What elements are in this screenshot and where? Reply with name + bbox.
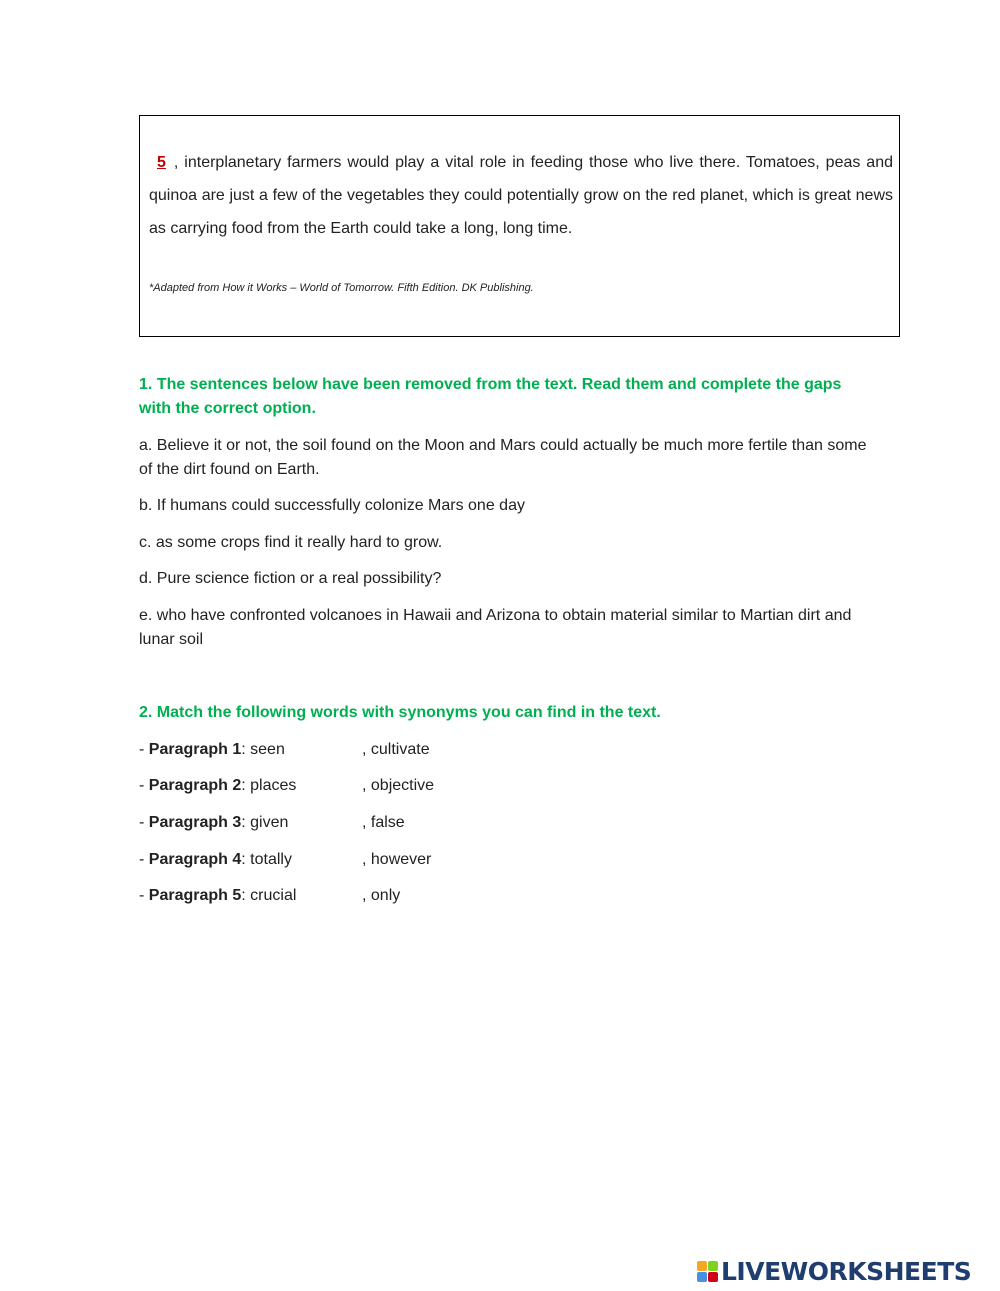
match-row-4-word2: , however [362,851,432,868]
option-a: a. Believe it or not, the soil found on the Moon and Mars could actually be much more fertile than some of the dirt found on Earth. [139,437,867,478]
liveworksheets-logo[interactable] [697,1256,971,1286]
match-row-1-word2: , cultivate [362,741,430,758]
source-citation: *Adapted from How it Works – World of Tomorrow. Fifth Edition. DK Publishing. [149,282,534,294]
paragraph-label: Paragraph 4 [148,851,242,868]
logo-square [697,1261,707,1271]
option-e: e. who have confronted volcanoes in Hawaii and Arizona to obtain material similar to Martian dirt and lunar soil [139,607,852,648]
passage-paragraph [149,146,893,245]
logo-square [697,1272,707,1282]
paragraph-label: Paragraph 3 [148,814,242,831]
logo-text: LIVEWORKSHEETS [721,1256,972,1286]
option-d: d. Pure science fiction or a real possibility? [139,570,442,587]
logo-mark-icon [697,1261,718,1282]
paragraph-label: Paragraph 1 [148,741,242,758]
option-c: c. as some crops find it really hard to grow. [139,534,443,551]
match-row-3: - Paragraph 3: given [139,814,289,831]
logo-square [708,1272,718,1282]
paragraph-label: Paragraph 5 [148,887,242,904]
option-b: b. If humans could successfully colonize Mars one day [139,497,525,514]
logo-square [708,1261,718,1271]
gap-5[interactable]: 5 [157,154,166,171]
exercise-1-heading: 1. The sentences below have been removed from the text. Read them and complete the gaps with the correct option. [139,376,842,417]
passage-text: , interplanetary farmers would play a vital role in feeding those who live there. Tomatoes, peas and quinoa are just a few of the vegetables they could potentially grow on the red planet, which is great news as carrying food from the Earth could take a long, long time. [149,154,893,237]
paragraph-label: Paragraph 2 [148,777,242,794]
match-row-5-word2: , only [362,887,401,904]
match-row-2: - Paragraph 2: places [139,777,297,794]
match-row-4: - Paragraph 4: totally [139,851,292,868]
match-row-2-word2: , objective [362,777,435,794]
reading-passage-box [139,115,900,337]
exercise-2-heading: 2. Match the following words with synonyms you can find in the text. [139,704,661,721]
match-row-1: - Paragraph 1: seen [139,741,285,758]
match-row-3-word2: , false [362,814,405,831]
match-row-5: - Paragraph 5: crucial [139,887,297,904]
